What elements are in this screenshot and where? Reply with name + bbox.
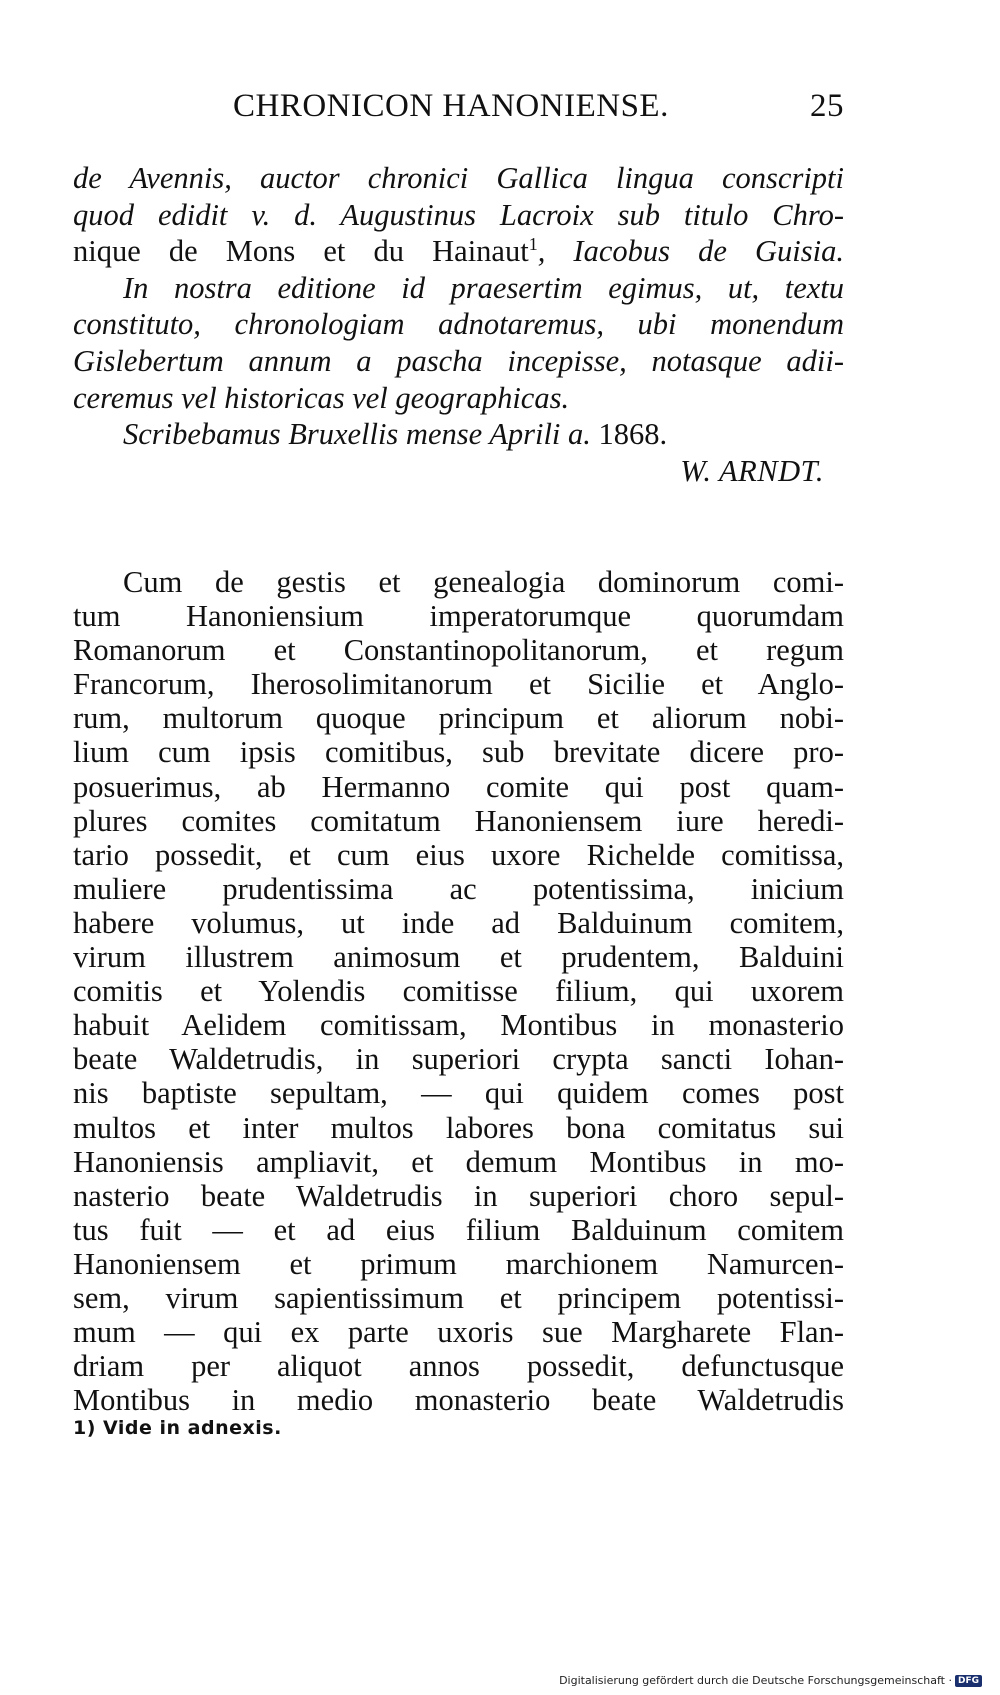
text-line: sem, virum sapientissimum et principem potentissi- — [73, 1280, 844, 1315]
text-line: habere volumus, ut inde ad Balduinum comitem, — [73, 905, 844, 940]
text-line: virum illustrem animosum et prudentem, Balduini — [73, 940, 844, 975]
preface-italic-text: , Iacobus de Guisia. — [537, 234, 844, 269]
text-line: nasterio beate Waldetrudis in superiori choro sepul- — [73, 1178, 844, 1213]
footnote: 1) Vide in adnexis. — [73, 1417, 282, 1439]
text-line: posuerimus, ab Hermanno comite qui post quam- — [73, 769, 844, 804]
book-page — [73, 0, 844, 1695]
text-line: beate Waldetrudis, in superiori crypta sancti Iohan- — [73, 1042, 844, 1077]
preface-line: ceremus vel historicas vel geographicas. — [73, 380, 570, 415]
text-line: comitis et Yolendis comitisse filium, qui uxorem — [73, 974, 844, 1009]
page-number: 25 — [810, 88, 844, 124]
footnote-reference: 1 — [528, 234, 538, 255]
dateline-text: Scribebamus Bruxellis mense Aprili a. — [123, 417, 591, 452]
text-line: muliere prudentissima ac potentissima, inicium — [73, 871, 844, 906]
running-title: CHRONICON HANONIENSE. — [233, 88, 669, 124]
preface-dateline — [73, 416, 844, 453]
text-line: Romanorum et Constantinopolitanorum, et regum — [73, 633, 844, 668]
preface-roman-text: nique de Mons et du Hainaut — [73, 234, 529, 269]
digitization-credit — [559, 1674, 982, 1687]
chronicle-text — [73, 565, 844, 1417]
text-line: Cum de gestis et genealogia dominorum comi- — [123, 565, 844, 599]
preface-line: de Avennis, auctor chronici Gallica lingua conscripti — [73, 161, 844, 195]
preface-text — [73, 160, 844, 489]
text-line: Montibus in medio monasterio beate Waldetrudis — [73, 1383, 844, 1418]
text-line: habuit Aelidem comitissam, Montibus in monasterio — [73, 1008, 844, 1043]
text-line: Hanoniensem et primum marchionem Namurcen- — [73, 1246, 844, 1281]
dfg-logo: DFG — [955, 1675, 982, 1687]
text-line: lium cum ipsis comitibus, sub brevitate dicere pro- — [73, 735, 844, 770]
text-line: tus fuit — et ad eius filium Balduinum comitem — [73, 1212, 844, 1247]
text-line: multos et inter multos labores bona comitatus sui — [73, 1110, 844, 1145]
digitization-credit-text: Digitalisierung gefördert durch die Deutsche Forschungsgemeinschaft · — [559, 1674, 952, 1687]
preface-line: Gislebertum annum a pascha incepisse, notasque adii- — [73, 343, 844, 378]
text-line: nis baptiste sepultam, — qui quidem comes post — [73, 1076, 844, 1111]
dateline-year: 1868. — [590, 417, 668, 452]
preface-line: quod edidit v. d. Augustinus Lacroix sub titulo Chro- — [73, 197, 844, 232]
running-head — [73, 88, 844, 134]
preface-line: constituto, chronologiam adnotaremus, ubi monendum — [73, 307, 844, 342]
text-line: rum, multorum quoque principum et aliorum nobi- — [73, 701, 844, 736]
text-line: Hanoniensis ampliavit, et demum Montibus in mo- — [73, 1144, 844, 1179]
text-line: plures comites comitatum Hanoniensem iure heredi- — [73, 803, 844, 838]
editor-signature: W. ARNDT. — [680, 453, 824, 488]
text-line: tum Hanoniensium imperatorumque quorumdam — [73, 599, 844, 634]
text-line: mum — qui ex parte uxoris sue Margharete Flan- — [73, 1315, 844, 1350]
text-line: tario possedit, et cum eius uxore Richelde comitissa, — [73, 837, 844, 872]
text-line: driam per aliquot annos possedit, defunctusque — [73, 1349, 844, 1384]
text-line: Francorum, Iherosolimitanorum et Sicilie et Anglo- — [73, 667, 844, 702]
preface-line — [73, 233, 844, 270]
preface-line: In nostra editione id praesertim egimus, ut, textu — [123, 270, 844, 305]
